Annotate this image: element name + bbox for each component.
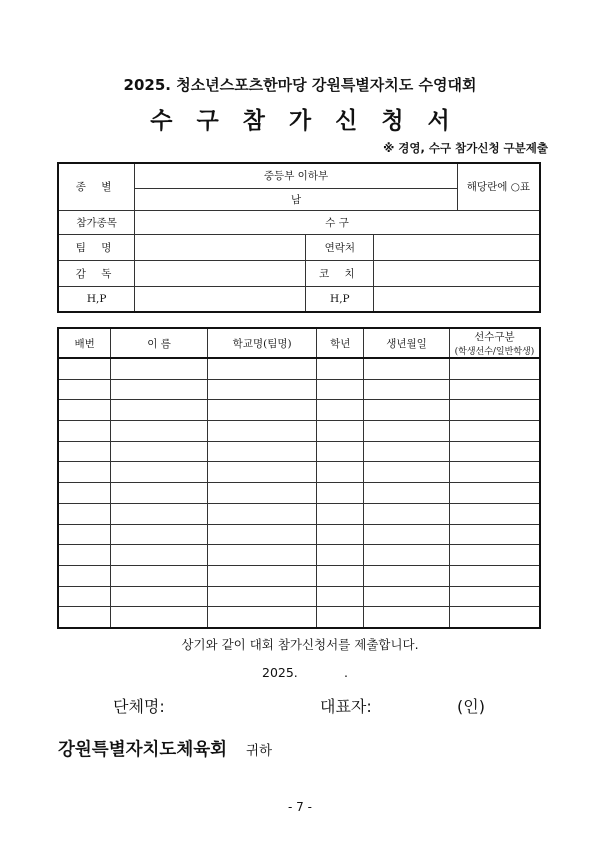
table-row [58, 462, 540, 483]
cell-player-type[interactable] [449, 607, 540, 628]
table-row [58, 441, 540, 462]
cell-birth[interactable] [364, 503, 450, 524]
mark-instruction: 해당란에 ○표 [457, 163, 540, 210]
header-player-type [449, 328, 540, 358]
cell-number[interactable] [58, 462, 111, 483]
cell-birth[interactable] [364, 545, 450, 566]
director-field[interactable] [135, 260, 306, 286]
cell-school[interactable] [207, 400, 317, 421]
cell-name[interactable] [111, 379, 208, 400]
cell-name[interactable] [111, 400, 208, 421]
cell-name[interactable] [111, 421, 208, 442]
cell-birth[interactable] [364, 379, 450, 400]
cell-player-type[interactable] [449, 565, 540, 586]
table-row [58, 545, 540, 566]
cell-birth[interactable] [364, 565, 450, 586]
player-roster-table [57, 327, 541, 629]
cell-name[interactable] [111, 565, 208, 586]
cell-birth[interactable] [364, 421, 450, 442]
form-title: 수구참가신청서 [150, 108, 474, 134]
cell-number[interactable] [58, 421, 111, 442]
cell-player-type[interactable] [449, 379, 540, 400]
cell-grade[interactable] [317, 545, 364, 566]
team-name-field[interactable] [135, 234, 306, 260]
cell-grade[interactable] [317, 421, 364, 442]
header-school: 학교명(팀명) [207, 328, 317, 358]
cell-name[interactable] [111, 441, 208, 462]
cell-number[interactable] [58, 565, 111, 586]
contact-label: 연락처 [306, 234, 374, 260]
team-info-table [57, 162, 541, 313]
cell-number[interactable] [58, 483, 111, 504]
coach-label: 코 치 [306, 260, 374, 286]
honorific: 귀하 [246, 743, 273, 759]
cell-player-type[interactable] [449, 483, 540, 504]
cell-player-type[interactable] [449, 462, 540, 483]
cell-school[interactable] [207, 358, 317, 379]
table-row [58, 607, 540, 628]
cell-school[interactable] [207, 565, 317, 586]
cell-birth[interactable] [364, 607, 450, 628]
header-grade: 학년 [317, 328, 364, 358]
cell-name[interactable] [111, 503, 208, 524]
header-player-type-sub: (학생선수/일반학생) [454, 347, 535, 357]
director-phone-field[interactable] [135, 286, 306, 312]
cell-birth[interactable] [364, 358, 450, 379]
date-separator: . [344, 665, 348, 680]
table-row [58, 483, 540, 504]
cell-school[interactable] [207, 441, 317, 462]
header-number: 배번 [58, 328, 111, 358]
table-row [58, 503, 540, 524]
table-row [58, 358, 540, 379]
cell-number[interactable] [58, 607, 111, 628]
declaration-text: 상기와 같이 대회 참가신청서를 제출합니다. [181, 637, 419, 652]
addressee: 강원특별자치도체육회 [58, 740, 228, 760]
cell-name[interactable] [111, 524, 208, 545]
cell-school[interactable] [207, 421, 317, 442]
cell-player-type[interactable] [449, 586, 540, 607]
cell-name[interactable] [111, 607, 208, 628]
cell-school[interactable] [207, 607, 317, 628]
cell-school[interactable] [207, 545, 317, 566]
cell-birth[interactable] [364, 483, 450, 504]
cell-grade[interactable] [317, 400, 364, 421]
cell-number[interactable] [58, 379, 111, 400]
cell-grade[interactable] [317, 379, 364, 400]
submission-note: ※ 경영, 수구 참가신청 구분제출 [383, 141, 548, 155]
cell-grade[interactable] [317, 441, 364, 462]
team-name-label: 팀 명 [58, 234, 135, 260]
header-birth: 생년월일 [364, 328, 450, 358]
contact-field[interactable] [374, 234, 540, 260]
cell-school[interactable] [207, 379, 317, 400]
cell-school[interactable] [207, 586, 317, 607]
table-row [58, 379, 540, 400]
event-title: 2025. 청소년스포츠한마당 강원특별자치도 수영대회 [123, 76, 477, 94]
director-label: 감 독 [58, 260, 135, 286]
cell-name[interactable] [111, 545, 208, 566]
cell-player-type[interactable] [449, 441, 540, 462]
cell-birth[interactable] [364, 462, 450, 483]
category-value: 중등부 이하부 [135, 163, 458, 188]
cell-player-type[interactable] [449, 503, 540, 524]
cell-player-type[interactable] [449, 421, 540, 442]
cell-number[interactable] [58, 545, 111, 566]
cell-player-type[interactable] [449, 400, 540, 421]
table-row [58, 524, 540, 545]
cell-name[interactable] [111, 586, 208, 607]
cell-birth[interactable] [364, 586, 450, 607]
cell-school[interactable] [207, 462, 317, 483]
director-phone-label: H,P [58, 286, 135, 312]
cell-grade[interactable] [317, 483, 364, 504]
cell-grade[interactable] [317, 565, 364, 586]
cell-school[interactable] [207, 483, 317, 504]
cell-player-type[interactable] [449, 358, 540, 379]
representative-label: 대표자: [320, 697, 372, 716]
gender-value: 남 [135, 188, 458, 210]
cell-number[interactable] [58, 503, 111, 524]
cell-name[interactable] [111, 483, 208, 504]
header-name: 이 름 [111, 328, 208, 358]
cell-name[interactable] [111, 462, 208, 483]
cell-player-type[interactable] [449, 524, 540, 545]
page-number: - 7 - [288, 800, 312, 814]
cell-name[interactable] [111, 358, 208, 379]
table-row [58, 421, 540, 442]
cell-grade[interactable] [317, 462, 364, 483]
cell-number[interactable] [58, 358, 111, 379]
organization-label: 단체명: [113, 697, 165, 716]
coach-phone-field[interactable] [374, 286, 540, 312]
category-label: 종 별 [58, 163, 135, 210]
coach-phone-label: H,P [306, 286, 374, 312]
event-label: 참가종목 [58, 210, 135, 234]
cell-school[interactable] [207, 524, 317, 545]
seal-mark: (인) [457, 697, 485, 716]
cell-player-type[interactable] [449, 545, 540, 566]
cell-number[interactable] [58, 400, 111, 421]
cell-school[interactable] [207, 503, 317, 524]
cell-number[interactable] [58, 524, 111, 545]
cell-grade[interactable] [317, 607, 364, 628]
header-player-type-label: 선수구분 [474, 331, 515, 343]
cell-grade[interactable] [317, 586, 364, 607]
table-row [58, 400, 540, 421]
cell-grade[interactable] [317, 358, 364, 379]
table-row [58, 565, 540, 586]
cell-birth[interactable] [364, 441, 450, 462]
cell-number[interactable] [58, 441, 111, 462]
cell-grade[interactable] [317, 524, 364, 545]
cell-birth[interactable] [364, 524, 450, 545]
event-value: 수 구 [135, 210, 540, 234]
cell-birth[interactable] [364, 400, 450, 421]
cell-number[interactable] [58, 586, 111, 607]
date-year: 2025. [262, 665, 298, 680]
table-row [58, 586, 540, 607]
coach-field[interactable] [374, 260, 540, 286]
cell-grade[interactable] [317, 503, 364, 524]
